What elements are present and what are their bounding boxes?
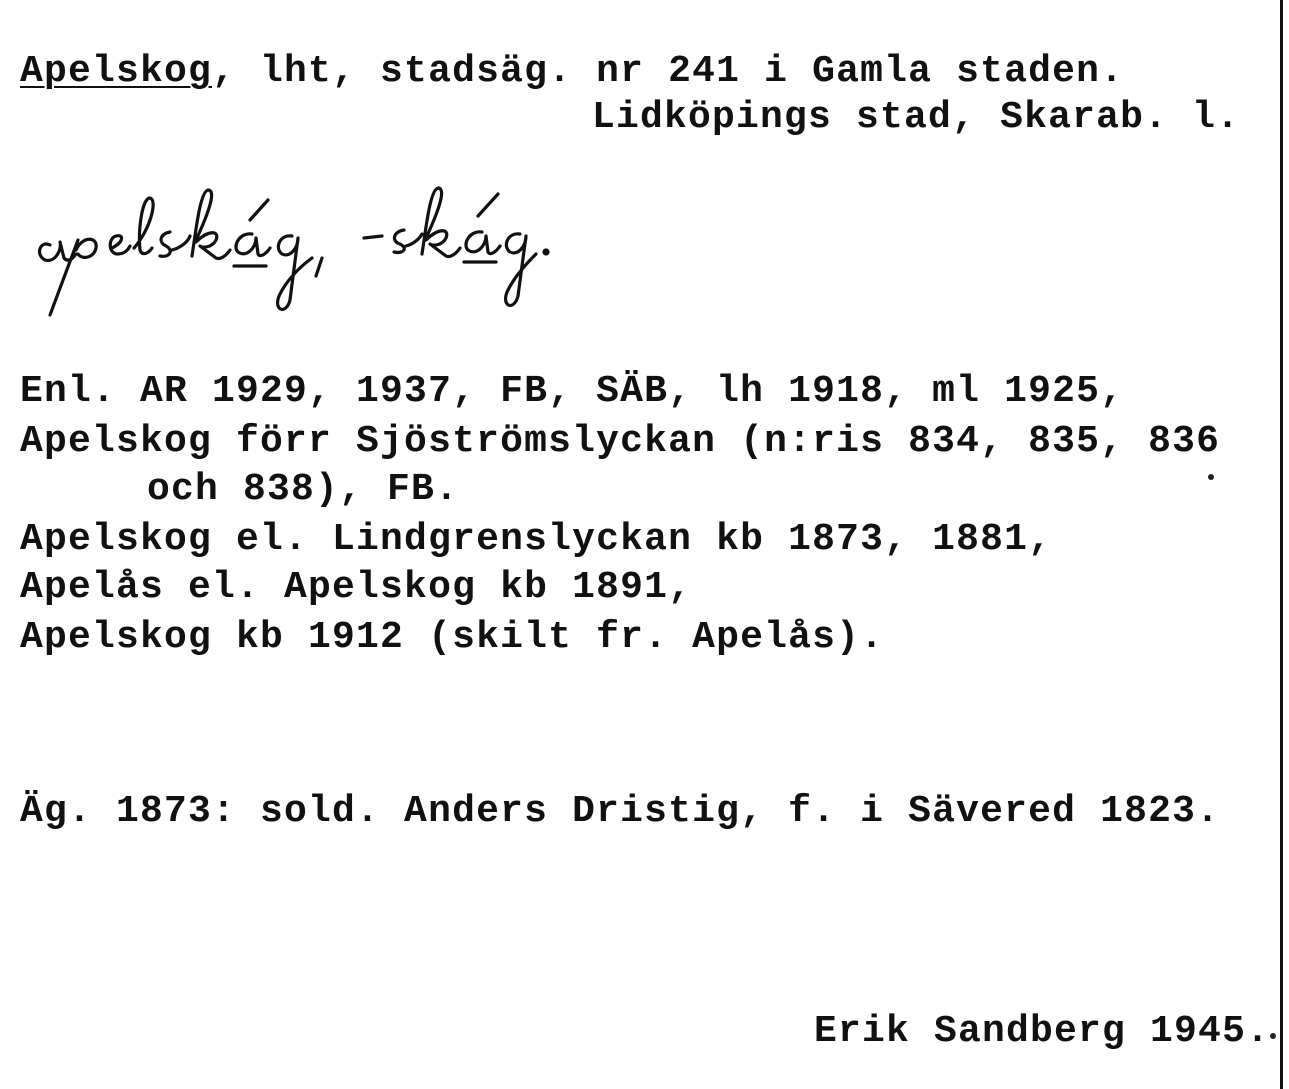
sources-line-2: Apelskog förr Sjöströmslyckan (n:ris 834, 835, 836	[20, 420, 1221, 463]
sources-line-4: Apelskog el. Lindgrenslyckan kb 1873, 1881,	[20, 518, 1053, 561]
sources-line-1: Enl. AR 1929, 1937, FB, SÄB, lh 1918, ml 1925,	[20, 370, 1125, 413]
sources-line-3: och 838), FB.	[147, 468, 460, 511]
card-right-edge	[1280, 0, 1283, 1089]
place-name: Apelskog	[20, 50, 213, 93]
sources-line-5: Apelås el. Apelskog kb 1891,	[20, 566, 693, 609]
header-line	[20, 50, 1124, 94]
place-description: , lht, stadsäg. nr 241 i Gamla staden.	[212, 50, 1125, 93]
ink-speck	[1208, 474, 1214, 480]
owner-line: Äg. 1873: sold. Anders Dristig, f. i Sävered 1823.	[20, 790, 1221, 833]
sources-line-6: Apelskog kb 1912 (skilt fr. Apelås).	[20, 616, 885, 659]
handwritten-pronunciation	[20, 150, 960, 330]
ink-speck	[1270, 1033, 1276, 1039]
location-line: Lidköpings stad, Skarab. l.	[592, 96, 1241, 139]
signature: Erik Sandberg 1945.	[814, 1010, 1271, 1053]
